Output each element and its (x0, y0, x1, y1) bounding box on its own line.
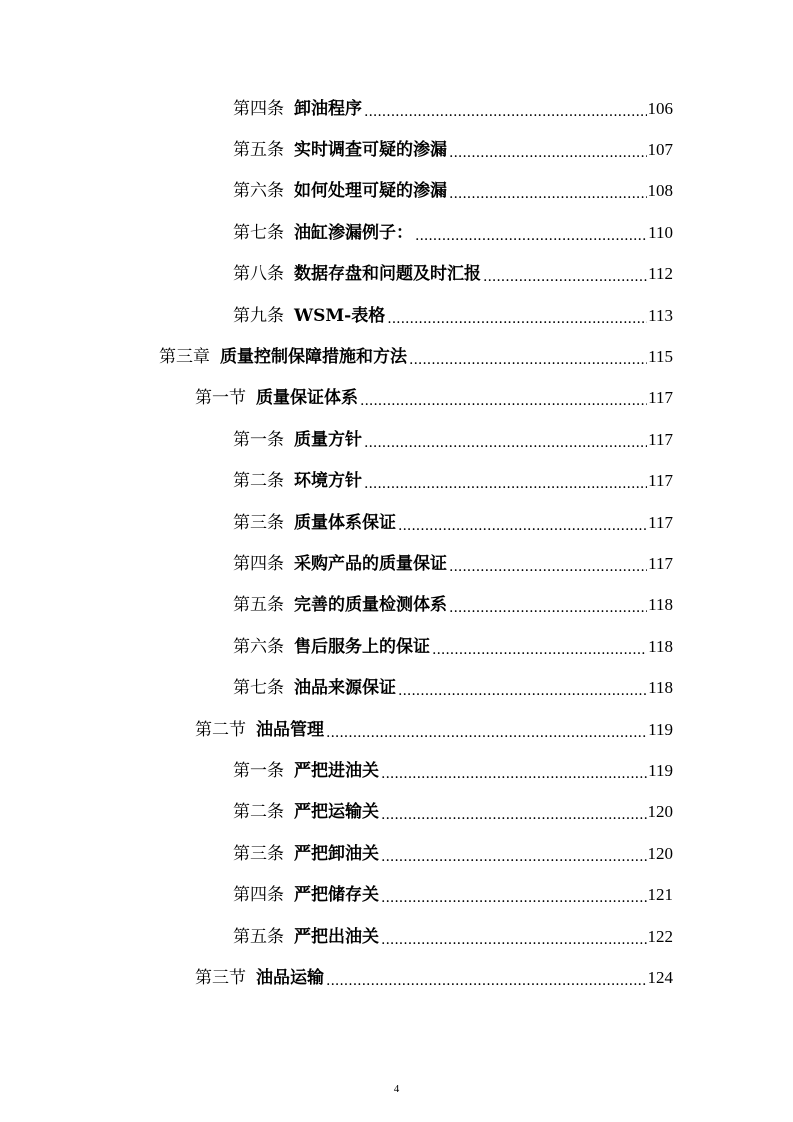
toc-entry[interactable] (0, 171, 793, 212)
toc-entry-page: 117 (648, 388, 673, 408)
toc-entry-number: 第三节 (195, 967, 246, 988)
toc-entry-page: 119 (648, 719, 673, 739)
toc-dot-leader (387, 309, 647, 329)
toc-entry-title: 环境方针 (294, 471, 362, 492)
toc-entry-page: 113 (648, 305, 673, 325)
toc-entry-number: 第六条 (233, 636, 284, 657)
toc-entry-page: 112 (648, 264, 673, 284)
toc-entry-page: 118 (648, 595, 673, 615)
toc-entry-title: 如何处理可疑的渗漏 (294, 181, 447, 202)
toc-entry-title: 数据存盘和问题及时汇报 (294, 264, 481, 285)
toc-entry-number: 第三条 (233, 843, 284, 864)
toc-entry-number: 第五条 (233, 926, 284, 947)
toc-entry-number: 第四条 (233, 885, 284, 906)
toc-dot-leader (364, 474, 647, 494)
toc-entry-number: 第六条 (233, 181, 284, 202)
toc-entry-page: 108 (647, 181, 673, 201)
toc-dot-leader (381, 764, 647, 784)
toc-entry-title: WSM-表格 (294, 305, 386, 326)
toc-entry[interactable] (0, 543, 793, 584)
toc-dot-leader (364, 433, 647, 453)
toc-entry[interactable] (0, 295, 793, 336)
toc-dot-leader (326, 723, 647, 743)
toc-entry[interactable] (0, 626, 793, 667)
toc-dot-leader (409, 350, 647, 370)
toc-entry[interactable] (0, 461, 793, 502)
toc-entry-title: 严把储存关 (294, 885, 379, 906)
toc-entry-title: 油品运输 (256, 967, 324, 988)
toc-entry-page: 124 (647, 967, 673, 987)
toc-dot-leader (398, 516, 647, 536)
toc-entry-number: 第四条 (233, 553, 284, 574)
toc-entry-page: 120 (647, 802, 673, 822)
toc-entry-page: 120 (647, 843, 673, 863)
toc-entry-title: 油品管理 (256, 719, 324, 740)
page-number: 4 (393, 1083, 400, 1095)
toc-entry-page: 119 (648, 760, 673, 780)
toc-dot-leader (432, 640, 647, 660)
toc-entry[interactable] (0, 792, 793, 833)
toc-entry-number: 第二条 (233, 802, 284, 823)
toc-dot-leader (364, 102, 647, 122)
toc-entry-title: 严把出油关 (294, 926, 379, 947)
toc-entry-title: 质量体系保证 (294, 512, 396, 533)
toc-entry[interactable] (0, 502, 793, 543)
toc-entry-page: 117 (648, 429, 673, 449)
toc-entry-number: 第一条 (233, 760, 284, 781)
toc-entry-page: 117 (648, 553, 673, 573)
toc-entry-title: 油缸渗漏例子： (294, 222, 413, 243)
toc-entry-title: 严把进油关 (294, 760, 379, 781)
toc-entry-title: 油品来源保证 (294, 678, 396, 699)
toc-section-entry[interactable] (0, 378, 793, 419)
toc-dot-leader (326, 971, 647, 991)
toc-entry[interactable] (0, 667, 793, 708)
toc-entry-page: 117 (648, 471, 673, 491)
toc-section-entry[interactable] (0, 957, 793, 998)
toc-entry-title: 卸油程序 (294, 98, 362, 119)
toc-entry-title: 实时调查可疑的渗漏 (294, 140, 447, 161)
toc-entry-page: 122 (647, 926, 673, 946)
toc-entry[interactable] (0, 212, 793, 253)
toc-entry-number: 第五条 (233, 595, 284, 616)
toc-entry-title: 采购产品的质量保证 (294, 553, 447, 574)
toc-entry-title: 完善的质量检测体系 (294, 595, 447, 616)
toc-dot-leader (483, 267, 647, 287)
toc-entry-number: 第一节 (195, 388, 246, 409)
toc-dot-leader (381, 847, 647, 867)
toc-entry[interactable] (0, 916, 793, 957)
toc-dot-leader (360, 391, 647, 411)
toc-entry-number: 第二条 (233, 471, 284, 492)
table-of-contents (0, 88, 793, 999)
toc-entry-title: 质量控制保障措施和方法 (220, 347, 407, 368)
toc-dot-leader (381, 888, 647, 908)
toc-dot-leader (449, 184, 647, 204)
toc-entry[interactable] (0, 88, 793, 129)
toc-dot-leader (398, 681, 647, 701)
toc-entry-page: 118 (648, 636, 673, 656)
toc-entry[interactable] (0, 419, 793, 460)
toc-dot-leader (415, 226, 647, 246)
toc-entry[interactable] (0, 750, 793, 791)
toc-entry-page: 117 (648, 512, 673, 532)
toc-entry-title: 质量保证体系 (256, 388, 358, 409)
toc-entry-number: 第八条 (233, 264, 284, 285)
toc-dot-leader (449, 598, 647, 618)
toc-entry-number: 第三条 (233, 512, 284, 533)
toc-entry[interactable] (0, 585, 793, 626)
toc-entry-title: 质量方针 (294, 429, 362, 450)
toc-entry[interactable] (0, 254, 793, 295)
toc-entry-title: 严把卸油关 (294, 843, 379, 864)
toc-entry-number: 第九条 (233, 305, 284, 326)
toc-entry-page: 115 (648, 347, 673, 367)
toc-entry-number: 第五条 (233, 140, 284, 161)
toc-entry-number: 第四条 (233, 98, 284, 119)
toc-entry-title: 严把运输关 (294, 802, 379, 823)
toc-chapter-entry[interactable] (0, 336, 793, 377)
toc-entry-number: 第七条 (233, 678, 284, 699)
toc-dot-leader (381, 930, 647, 950)
toc-entry-title: 售后服务上的保证 (294, 636, 430, 657)
toc-entry-page: 121 (647, 885, 673, 905)
toc-dot-leader (449, 143, 647, 163)
toc-dot-leader (381, 805, 647, 825)
toc-entry-number: 第三章 (159, 347, 210, 368)
toc-entry[interactable] (0, 129, 793, 170)
toc-entry[interactable] (0, 874, 793, 915)
toc-entry-page: 107 (647, 140, 673, 160)
toc-section-entry[interactable] (0, 709, 793, 750)
toc-entry-number: 第一条 (233, 429, 284, 450)
toc-dot-leader (449, 557, 647, 577)
toc-entry-page: 118 (648, 678, 673, 698)
toc-entry-page: 106 (647, 98, 673, 118)
toc-entry[interactable] (0, 833, 793, 874)
toc-entry-number: 第二节 (195, 719, 246, 740)
toc-entry-number: 第七条 (233, 222, 284, 243)
toc-entry-page: 110 (648, 222, 673, 242)
